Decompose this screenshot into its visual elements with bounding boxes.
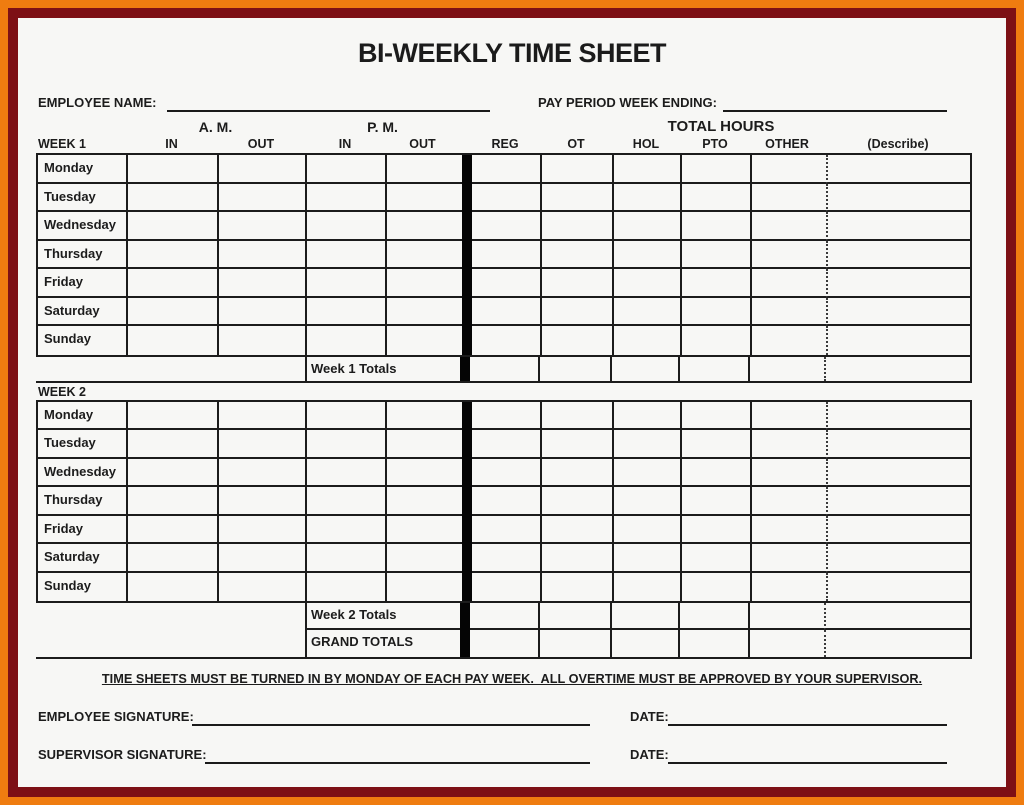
cell-w1-monday-hol[interactable] — [614, 155, 682, 184]
divider-bar — [462, 212, 472, 241]
day-label-w2-saturday: Saturday — [38, 544, 128, 573]
cell-grand-totals-hol[interactable] — [612, 630, 680, 657]
divider-bar — [462, 326, 472, 355]
week2-totals-spacer — [36, 603, 305, 630]
cell-w1-sunday-reg[interactable] — [472, 326, 542, 355]
cell-w2-thursday-describe[interactable] — [826, 487, 970, 516]
cell-w2-monday-am-out[interactable] — [219, 402, 307, 431]
divider-bar — [462, 184, 472, 213]
cell-w1-sunday-pto[interactable] — [682, 326, 752, 355]
cell-w2-tuesday-reg[interactable] — [472, 430, 542, 459]
cell-w1-saturday-other[interactable] — [752, 298, 826, 327]
cell-w1-thursday-pto[interactable] — [682, 241, 752, 270]
col-header-reg: REG — [491, 137, 519, 151]
col-header-bar-gap — [460, 136, 470, 152]
cell-w2-saturday-pm-out[interactable] — [387, 544, 462, 573]
week2-label: WEEK 2 — [38, 384, 86, 399]
cell-w2-tuesday-pm-in[interactable] — [307, 430, 387, 459]
cell-w1-sunday-am-out[interactable] — [219, 326, 307, 355]
week1-totals-row — [36, 357, 972, 381]
cell-w1-monday-pto[interactable] — [682, 155, 752, 184]
cell-w1-friday-describe[interactable] — [826, 269, 970, 298]
cell-w2-sunday-am-out[interactable] — [219, 573, 307, 602]
cell-w2-monday-ot[interactable] — [542, 402, 614, 431]
cell-w1-thursday-reg[interactable] — [472, 241, 542, 270]
cell-w2-friday-other[interactable] — [752, 516, 826, 545]
col-header-hol: HOL — [632, 137, 660, 151]
notice-text: TIME SHEETS MUST BE TURNED IN BY MONDAY OF EACH PAY WEEK. ALL OVERTIME MUST BE APPROVED BY YOUR SUPERVISOR. — [101, 671, 923, 686]
supervisor-date-field[interactable] — [668, 762, 947, 764]
cell-w2-saturday-describe[interactable] — [826, 544, 970, 573]
cell-w1-sunday-describe[interactable] — [826, 326, 970, 355]
cell-w1-friday-am-in[interactable] — [128, 269, 219, 298]
divider-bar — [462, 430, 472, 459]
divider-bar — [462, 241, 472, 270]
total-hours-group-header: TOTAL HOURS — [667, 118, 775, 135]
cell-w1-tuesday-hol[interactable] — [614, 184, 682, 213]
cell-w2-wednesday-am-out[interactable] — [219, 459, 307, 488]
cell-w1-sunday-pm-in[interactable] — [307, 326, 387, 355]
cell-grand-totals-describe[interactable] — [824, 630, 972, 657]
cell-w2-tuesday-pm-out[interactable] — [387, 430, 462, 459]
cell-w1-wednesday-pm-out[interactable] — [387, 212, 462, 241]
day-label-w1-saturday: Saturday — [38, 298, 128, 327]
cell-week2-totals-ot[interactable] — [540, 603, 612, 630]
col-header-other: OTHER — [765, 137, 809, 151]
cell-w2-thursday-am-in[interactable] — [128, 487, 219, 516]
grand-totals-label: GRAND TOTALS — [305, 630, 460, 657]
cell-week1-totals-describe[interactable] — [824, 357, 972, 381]
cell-w2-wednesday-hol[interactable] — [614, 459, 682, 488]
am-group-header: A. M. — [198, 119, 233, 135]
cell-w1-tuesday-pto[interactable] — [682, 184, 752, 213]
cell-w1-saturday-am-in[interactable] — [128, 298, 219, 327]
divider-bar — [462, 544, 472, 573]
cell-w2-thursday-hol[interactable] — [614, 487, 682, 516]
cell-w2-thursday-reg[interactable] — [472, 487, 542, 516]
cell-week1-totals-ot[interactable] — [540, 357, 612, 381]
cell-w1-friday-hol[interactable] — [614, 269, 682, 298]
cell-w2-wednesday-pm-in[interactable] — [307, 459, 387, 488]
cell-grand-totals-reg[interactable] — [470, 630, 540, 657]
divider-bar — [462, 516, 472, 545]
pay-period-field[interactable] — [723, 110, 947, 112]
w2-row-thursday — [38, 487, 970, 516]
cell-w1-monday-am-in[interactable] — [128, 155, 219, 184]
divider-bar — [462, 402, 472, 431]
cell-grand-totals-ot[interactable] — [540, 630, 612, 657]
cell-w1-friday-reg[interactable] — [472, 269, 542, 298]
cell-w1-thursday-pm-out[interactable] — [387, 241, 462, 270]
cell-week2-totals-reg[interactable] — [470, 603, 540, 630]
cell-w2-saturday-hol[interactable] — [614, 544, 682, 573]
cell-w1-monday-ot[interactable] — [542, 155, 614, 184]
w2-row-monday — [38, 402, 970, 431]
cell-w2-saturday-other[interactable] — [752, 544, 826, 573]
cell-w1-saturday-pm-out[interactable] — [387, 298, 462, 327]
cell-w1-wednesday-am-in[interactable] — [128, 212, 219, 241]
cell-w2-friday-reg[interactable] — [472, 516, 542, 545]
cell-w2-sunday-pm-in[interactable] — [307, 573, 387, 602]
pay-period-label: PAY PERIOD WEEK ENDING: — [538, 95, 717, 110]
cell-w2-saturday-am-in[interactable] — [128, 544, 219, 573]
col-header-week1: WEEK 1 — [38, 137, 86, 151]
cell-w2-friday-am-in[interactable] — [128, 516, 219, 545]
w1-row-monday — [38, 155, 970, 184]
cell-w2-sunday-am-in[interactable] — [128, 573, 219, 602]
day-label-w2-sunday: Sunday — [38, 573, 128, 602]
cell-w1-saturday-pm-in[interactable] — [307, 298, 387, 327]
divider-bar — [460, 630, 470, 657]
cell-week2-totals-hol[interactable] — [612, 603, 680, 630]
cell-w1-saturday-describe[interactable] — [826, 298, 970, 327]
cell-w2-thursday-other[interactable] — [752, 487, 826, 516]
cell-w1-sunday-am-in[interactable] — [128, 326, 219, 355]
cell-w1-wednesday-hol[interactable] — [614, 212, 682, 241]
cell-w1-friday-pto[interactable] — [682, 269, 752, 298]
cell-w1-monday-describe[interactable] — [826, 155, 970, 184]
cell-w2-thursday-ot[interactable] — [542, 487, 614, 516]
day-label-w1-monday: Monday — [38, 155, 128, 184]
cell-w2-wednesday-ot[interactable] — [542, 459, 614, 488]
day-label-w2-wednesday: Wednesday — [38, 459, 128, 488]
cell-w2-tuesday-ot[interactable] — [542, 430, 614, 459]
cell-w2-thursday-pm-out[interactable] — [387, 487, 462, 516]
cell-w2-sunday-hol[interactable] — [614, 573, 682, 602]
week1-table — [36, 153, 972, 357]
cell-grand-totals-pto[interactable] — [680, 630, 750, 657]
cell-w1-wednesday-ot[interactable] — [542, 212, 614, 241]
cell-w1-tuesday-reg[interactable] — [472, 184, 542, 213]
w1-row-saturday — [38, 298, 970, 327]
cell-w2-monday-pm-out[interactable] — [387, 402, 462, 431]
cell-w1-tuesday-pm-out[interactable] — [387, 184, 462, 213]
cell-w2-monday-other[interactable] — [752, 402, 826, 431]
employee-signature-field[interactable] — [192, 724, 590, 726]
cell-w1-monday-pm-out[interactable] — [387, 155, 462, 184]
w1-row-sunday — [38, 326, 970, 355]
day-label-w1-sunday: Sunday — [38, 326, 128, 355]
supervisor-signature-label: SUPERVISOR SIGNATURE: — [38, 747, 207, 762]
cell-week1-totals-other[interactable] — [750, 357, 824, 381]
cell-w2-sunday-reg[interactable] — [472, 573, 542, 602]
col-header-ot: OT — [567, 137, 585, 151]
cell-grand-totals-other[interactable] — [750, 630, 824, 657]
cell-week1-totals-pto[interactable] — [680, 357, 750, 381]
cell-w1-sunday-other[interactable] — [752, 326, 826, 355]
cell-w2-friday-am-out[interactable] — [219, 516, 307, 545]
cell-week2-totals-describe[interactable] — [824, 603, 972, 630]
col-header-am-out: OUT — [247, 137, 275, 151]
cell-week1-totals-hol[interactable] — [612, 357, 680, 381]
day-label-w1-thursday: Thursday — [38, 241, 128, 270]
col-header-pm-out: OUT — [409, 137, 436, 151]
cell-w2-wednesday-reg[interactable] — [472, 459, 542, 488]
employee-date-label: DATE: — [630, 709, 669, 724]
col-header-describe: (Describe) — [867, 137, 929, 151]
cell-w1-monday-am-out[interactable] — [219, 155, 307, 184]
cell-w2-friday-hol[interactable] — [614, 516, 682, 545]
cell-week1-totals-reg[interactable] — [470, 357, 540, 381]
w1-row-wednesday — [38, 212, 970, 241]
cell-w2-wednesday-pm-out[interactable] — [387, 459, 462, 488]
cell-w2-tuesday-hol[interactable] — [614, 430, 682, 459]
week2-table — [36, 400, 972, 604]
employee-name-field[interactable] — [167, 110, 490, 112]
grand-totals-row — [36, 630, 972, 657]
cell-w2-tuesday-am-in[interactable] — [128, 430, 219, 459]
cell-w2-saturday-reg[interactable] — [472, 544, 542, 573]
divider-bar — [462, 487, 472, 516]
cell-w1-wednesday-pm-in[interactable] — [307, 212, 387, 241]
cell-w1-tuesday-other[interactable] — [752, 184, 826, 213]
cell-w1-thursday-describe[interactable] — [826, 241, 970, 270]
pm-group-header: P. M. — [367, 119, 398, 135]
cell-w1-friday-ot[interactable] — [542, 269, 614, 298]
cell-w1-friday-pm-in[interactable] — [307, 269, 387, 298]
day-label-w2-monday: Monday — [38, 402, 128, 431]
cell-w1-thursday-am-out[interactable] — [219, 241, 307, 270]
divider-bar — [462, 269, 472, 298]
cell-w2-friday-pm-out[interactable] — [387, 516, 462, 545]
cell-w2-saturday-ot[interactable] — [542, 544, 614, 573]
w1-row-thursday — [38, 241, 970, 270]
cell-w1-thursday-ot[interactable] — [542, 241, 614, 270]
cell-week2-totals-other[interactable] — [750, 603, 824, 630]
cell-w1-friday-pm-out[interactable] — [387, 269, 462, 298]
cell-w1-wednesday-other[interactable] — [752, 212, 826, 241]
cell-w2-saturday-am-out[interactable] — [219, 544, 307, 573]
cell-w2-tuesday-other[interactable] — [752, 430, 826, 459]
w2-row-sunday — [38, 573, 970, 602]
employee-date-field[interactable] — [668, 724, 947, 726]
day-label-w1-wednesday: Wednesday — [38, 212, 128, 241]
cell-w1-saturday-reg[interactable] — [472, 298, 542, 327]
cell-w1-wednesday-pto[interactable] — [682, 212, 752, 241]
cell-w1-sunday-hol[interactable] — [614, 326, 682, 355]
cell-w2-monday-pm-in[interactable] — [307, 402, 387, 431]
cell-w1-sunday-ot[interactable] — [542, 326, 614, 355]
page-title: BI-WEEKLY TIME SHEET — [357, 38, 667, 68]
cell-w1-tuesday-am-in[interactable] — [128, 184, 219, 213]
w1-row-friday — [38, 269, 970, 298]
cell-w2-friday-ot[interactable] — [542, 516, 614, 545]
cell-w1-saturday-pto[interactable] — [682, 298, 752, 327]
w1-row-tuesday — [38, 184, 970, 213]
day-label-w2-thursday: Thursday — [38, 487, 128, 516]
cell-w1-thursday-pm-in[interactable] — [307, 241, 387, 270]
day-label-w2-tuesday: Tuesday — [38, 430, 128, 459]
divider-bar — [462, 459, 472, 488]
divider-bar — [460, 357, 470, 381]
cell-w2-tuesday-am-out[interactable] — [219, 430, 307, 459]
cell-w1-tuesday-describe[interactable] — [826, 184, 970, 213]
day-label-w1-friday: Friday — [38, 269, 128, 298]
w2-row-friday — [38, 516, 970, 545]
cell-w2-saturday-pm-in[interactable] — [307, 544, 387, 573]
cell-w2-sunday-ot[interactable] — [542, 573, 614, 602]
cell-w2-sunday-pm-out[interactable] — [387, 573, 462, 602]
cell-w2-thursday-pm-in[interactable] — [307, 487, 387, 516]
cell-w2-wednesday-other[interactable] — [752, 459, 826, 488]
week1-totals-label: Week 1 Totals — [305, 357, 460, 381]
cell-w2-thursday-pto[interactable] — [682, 487, 752, 516]
cell-w2-saturday-pto[interactable] — [682, 544, 752, 573]
col-header-pm-in: IN — [338, 137, 352, 151]
cell-w1-tuesday-ot[interactable] — [542, 184, 614, 213]
cell-w2-friday-pm-in[interactable] — [307, 516, 387, 545]
cell-w1-sunday-pm-out[interactable] — [387, 326, 462, 355]
cell-w2-monday-hol[interactable] — [614, 402, 682, 431]
divider-bar — [462, 155, 472, 184]
cell-w1-wednesday-reg[interactable] — [472, 212, 542, 241]
cell-w1-saturday-hol[interactable] — [614, 298, 682, 327]
cell-w2-friday-describe[interactable] — [826, 516, 970, 545]
week2-section-band — [36, 381, 972, 400]
cell-w1-thursday-am-in[interactable] — [128, 241, 219, 270]
cell-w2-wednesday-pto[interactable] — [682, 459, 752, 488]
cell-w1-thursday-hol[interactable] — [614, 241, 682, 270]
divider-bar — [462, 298, 472, 327]
divider-bar — [460, 603, 470, 630]
cell-w1-wednesday-describe[interactable] — [826, 212, 970, 241]
cell-w2-sunday-describe[interactable] — [826, 573, 970, 602]
divider-bar — [462, 573, 472, 602]
cell-w2-monday-pto[interactable] — [682, 402, 752, 431]
col-header-pto: PTO — [702, 137, 728, 151]
cell-w1-tuesday-am-out[interactable] — [219, 184, 307, 213]
day-label-w2-friday: Friday — [38, 516, 128, 545]
col-header-am-in: IN — [165, 137, 178, 151]
cell-w1-saturday-am-out[interactable] — [219, 298, 307, 327]
day-label-w1-tuesday: Tuesday — [38, 184, 128, 213]
cell-w2-wednesday-describe[interactable] — [826, 459, 970, 488]
week2-totals-label: Week 2 Totals — [305, 603, 460, 630]
w2-row-tuesday — [38, 430, 970, 459]
cell-w1-monday-reg[interactable] — [472, 155, 542, 184]
cell-w2-sunday-pto[interactable] — [682, 573, 752, 602]
cell-w2-tuesday-pto[interactable] — [682, 430, 752, 459]
cell-w1-friday-am-out[interactable] — [219, 269, 307, 298]
column-headers — [36, 136, 972, 152]
employee-name-label: EMPLOYEE NAME: — [38, 95, 157, 110]
week1-totals-spacer — [36, 357, 305, 381]
w2-row-wednesday — [38, 459, 970, 488]
w2-row-saturday — [38, 544, 970, 573]
supervisor-date-label: DATE: — [630, 747, 669, 762]
week2-totals-block — [36, 603, 972, 659]
cell-w2-monday-am-in[interactable] — [128, 402, 219, 431]
cell-w2-tuesday-describe[interactable] — [826, 430, 970, 459]
cell-w1-monday-pm-in[interactable] — [307, 155, 387, 184]
employee-signature-label: EMPLOYEE SIGNATURE: — [38, 709, 194, 724]
cell-week2-totals-pto[interactable] — [680, 603, 750, 630]
week2-totals-row — [36, 603, 972, 630]
timesheet-body — [36, 153, 972, 659]
cell-w1-friday-other[interactable] — [752, 269, 826, 298]
supervisor-signature-field[interactable] — [205, 762, 590, 764]
cell-w2-thursday-am-out[interactable] — [219, 487, 307, 516]
cell-w1-wednesday-am-out[interactable] — [219, 212, 307, 241]
cell-w1-saturday-ot[interactable] — [542, 298, 614, 327]
cell-w1-thursday-other[interactable] — [752, 241, 826, 270]
cell-w1-tuesday-pm-in[interactable] — [307, 184, 387, 213]
cell-w2-wednesday-am-in[interactable] — [128, 459, 219, 488]
cell-w2-monday-describe[interactable] — [826, 402, 970, 431]
cell-w1-monday-other[interactable] — [752, 155, 826, 184]
cell-w2-friday-pto[interactable] — [682, 516, 752, 545]
grand-totals-spacer — [36, 630, 305, 657]
cell-w2-sunday-other[interactable] — [752, 573, 826, 602]
cell-w2-monday-reg[interactable] — [472, 402, 542, 431]
